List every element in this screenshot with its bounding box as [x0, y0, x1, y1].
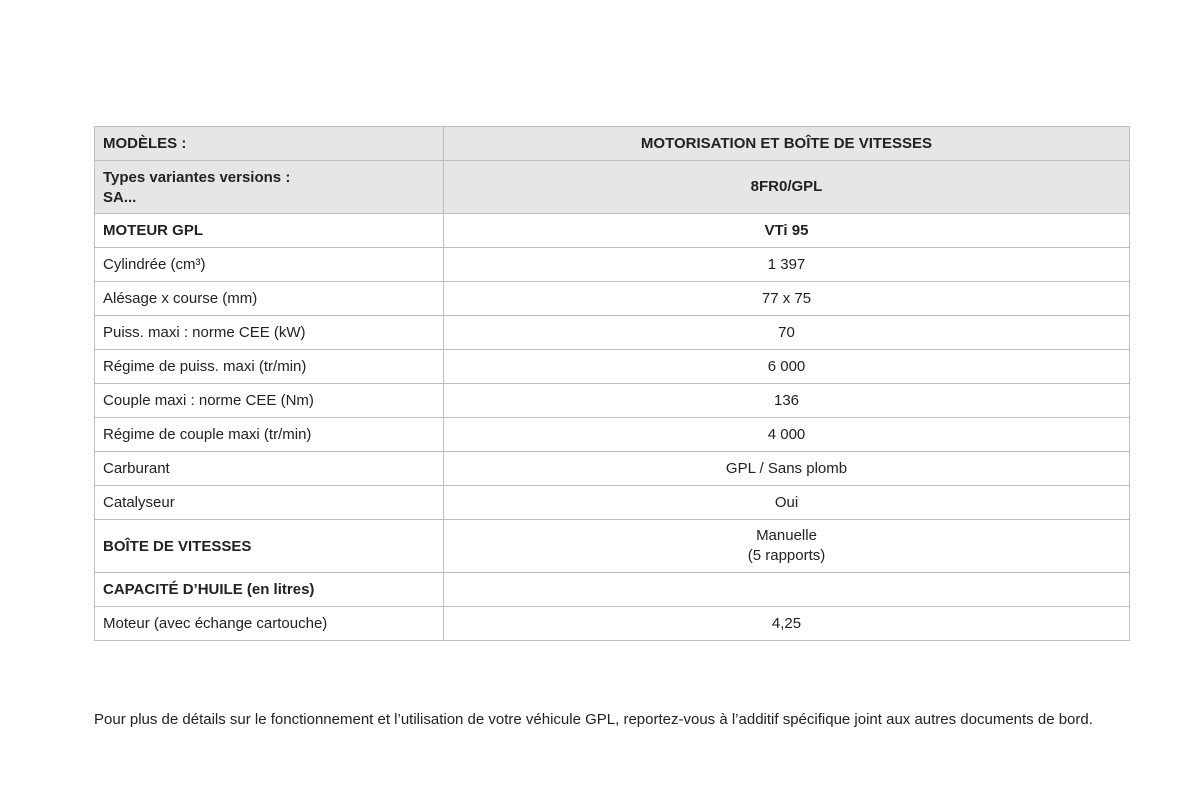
row-value: 136: [444, 384, 1130, 418]
types-label-cell: Types variantes versions : SA...: [95, 161, 444, 214]
row-label: CAPACITÉ D’HUILE (en litres): [95, 573, 444, 607]
row-value: [444, 573, 1130, 607]
table-row: [95, 316, 1130, 350]
table-row: [95, 418, 1130, 452]
table-row: [95, 350, 1130, 384]
row-value: 70: [444, 316, 1130, 350]
row-value: 4 000: [444, 418, 1130, 452]
table-row: [95, 384, 1130, 418]
table-row: [95, 486, 1130, 520]
row-value: Manuelle (5 rapports): [444, 520, 1130, 573]
row-value: GPL / Sans plomb: [444, 452, 1130, 486]
row-value: 77 x 75: [444, 282, 1130, 316]
row-label: Régime de couple maxi (tr/min): [95, 418, 444, 452]
row-value: Oui: [444, 486, 1130, 520]
row-value: 1 397: [444, 248, 1130, 282]
types-row: [95, 161, 1130, 214]
row-label: Puiss. maxi : norme CEE (kW): [95, 316, 444, 350]
table-row-engine: [95, 214, 1130, 248]
table-row-gearbox: [95, 520, 1130, 573]
row-label: Couple maxi : norme CEE (Nm): [95, 384, 444, 418]
row-label: Moteur (avec échange cartouche): [95, 607, 444, 641]
row-value: VTi 95: [444, 214, 1130, 248]
table-header-row: [95, 127, 1130, 161]
types-value-cell: 8FR0/GPL: [444, 161, 1130, 214]
row-label: MOTEUR GPL: [95, 214, 444, 248]
row-value: 6 000: [444, 350, 1130, 384]
models-header-cell: MODÈLES :: [95, 127, 444, 161]
table-row-oil-capacity: [95, 573, 1130, 607]
specifications-table: [94, 126, 1130, 641]
footnote-text: Pour plus de détails sur le fonctionnement et l’utilisation de votre véhicule GPL, reportez-vous à l’additif spécifique joint aux autres documents de bord.: [94, 711, 1093, 728]
row-label: Carburant: [95, 452, 444, 486]
row-value: 4,25: [444, 607, 1130, 641]
table-row: [95, 452, 1130, 486]
row-label: Régime de puiss. maxi (tr/min): [95, 350, 444, 384]
section-header-cell: MOTORISATION ET BOÎTE DE VITESSES: [444, 127, 1130, 161]
row-label: Alésage x course (mm): [95, 282, 444, 316]
table-row: [95, 248, 1130, 282]
table-row: [95, 282, 1130, 316]
table-row: [95, 607, 1130, 641]
row-label: BOÎTE DE VITESSES: [95, 520, 444, 573]
row-label: Catalyseur: [95, 486, 444, 520]
row-label: Cylindrée (cm³): [95, 248, 444, 282]
